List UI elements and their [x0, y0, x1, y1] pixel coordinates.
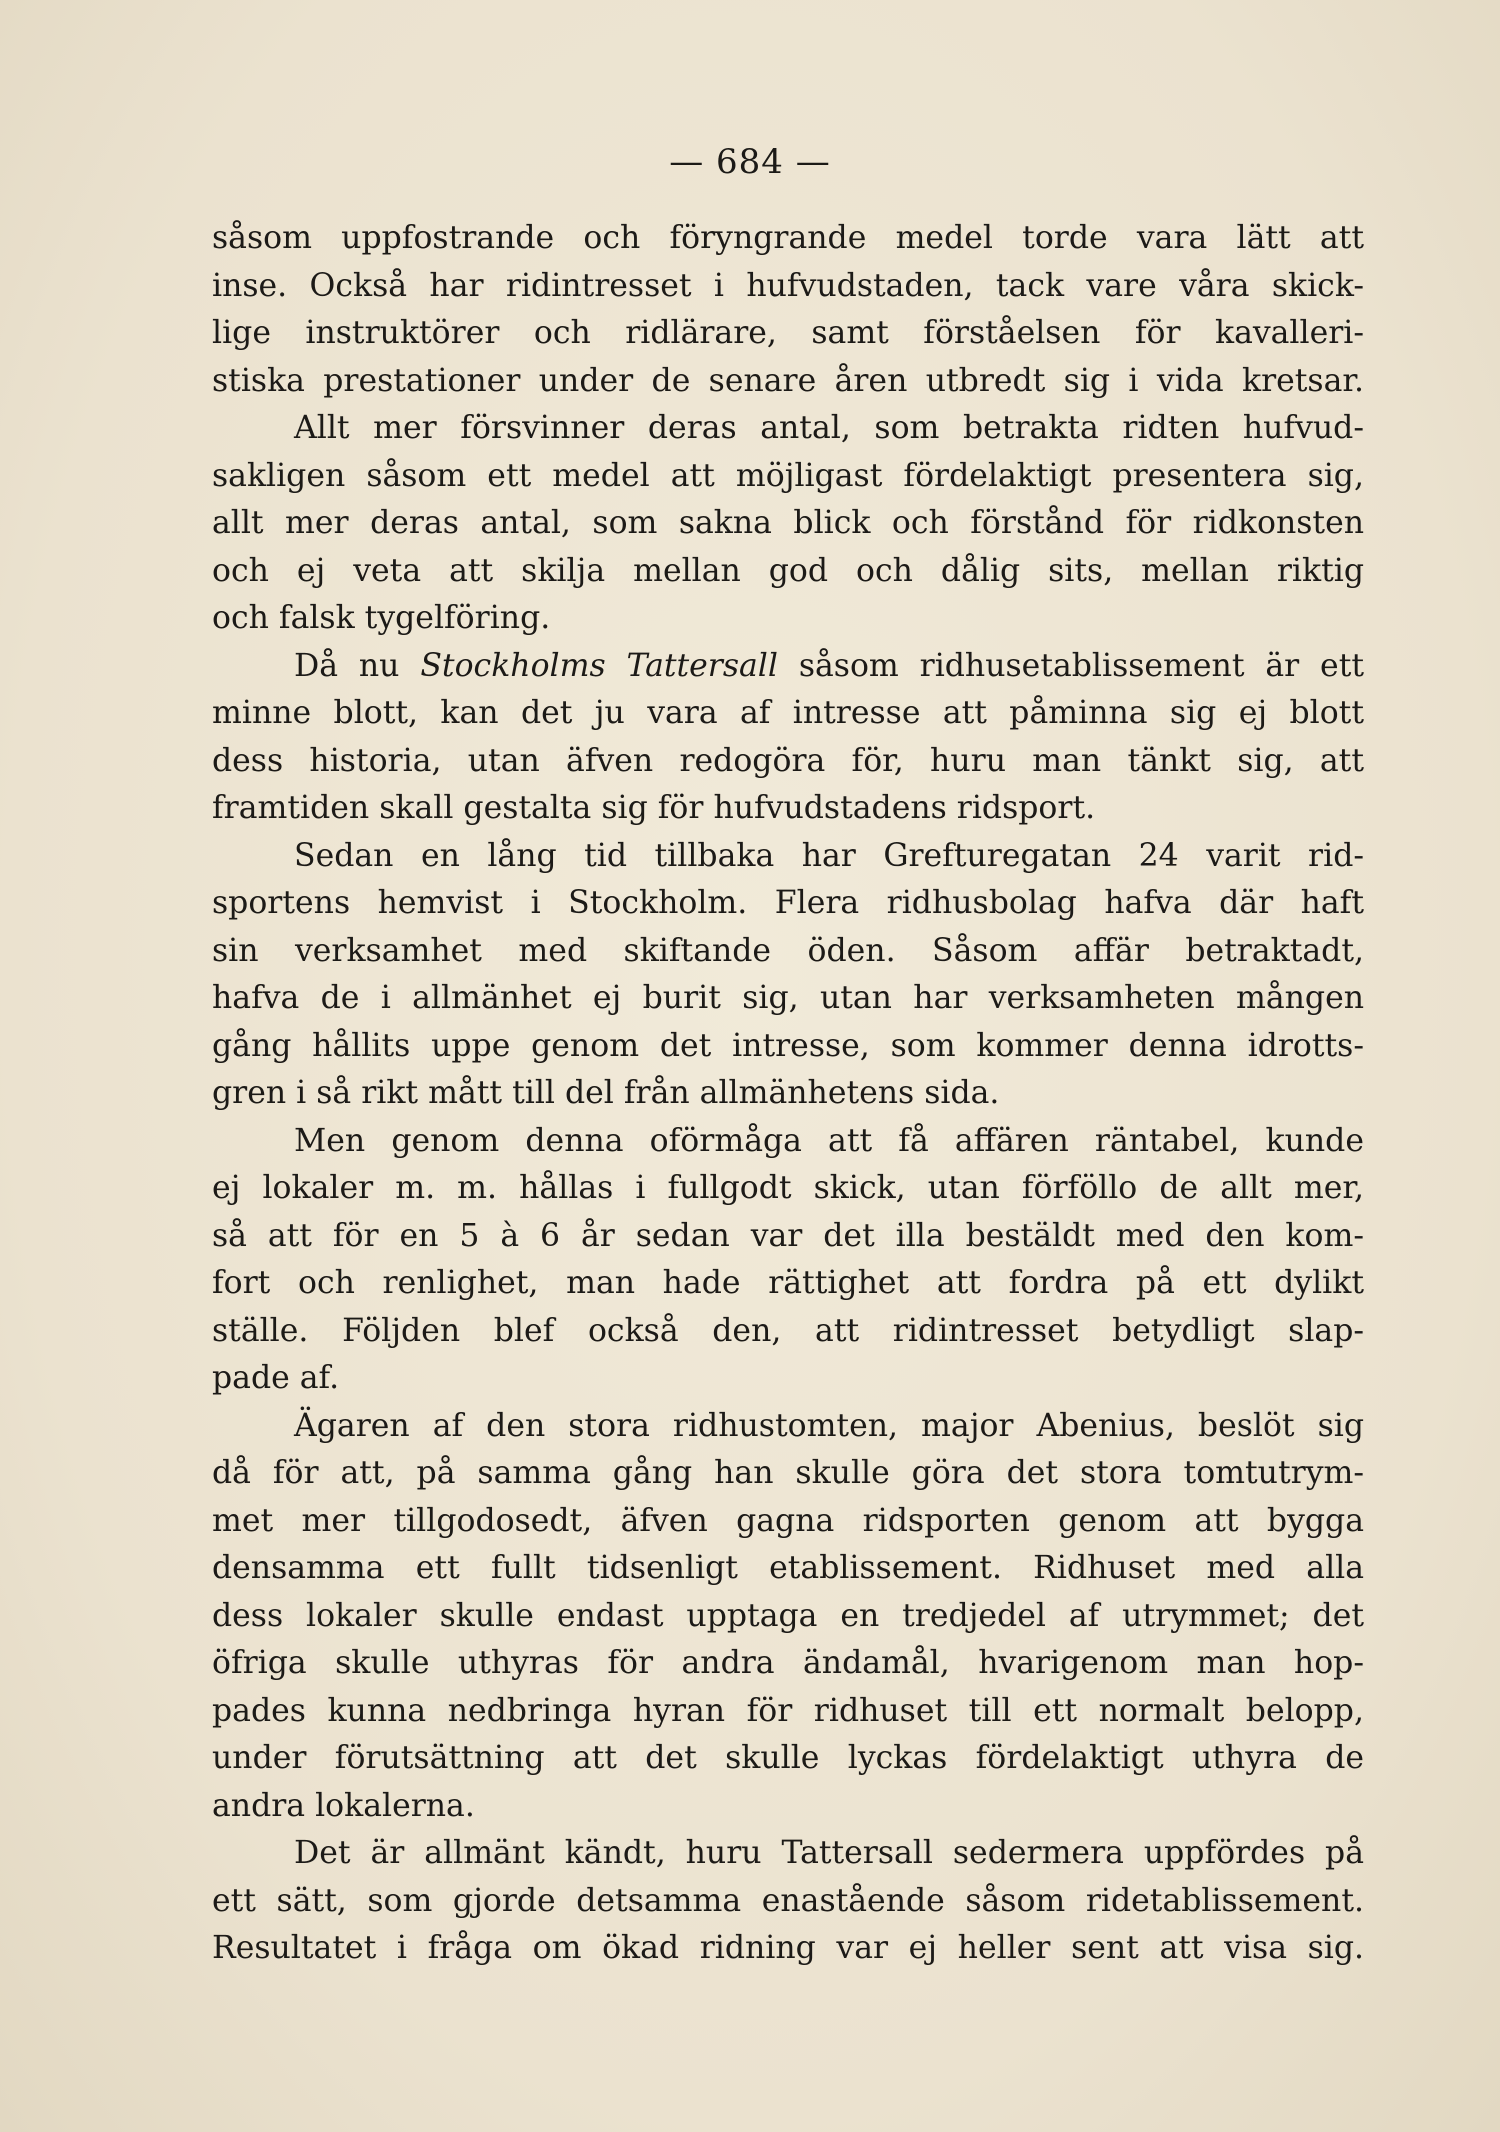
text-line: allt mer deras antal, som sakna blick och förstånd för ridkonsten [212, 505, 1364, 541]
text-fragment: såsom ridhusetablissement är ett [777, 647, 1365, 684]
text-line: dess lokaler skulle endast upptaga en tredjedel af utrymmet; det [212, 1597, 1364, 1634]
text-line: Resultatet i fråga om ökad ridning var ej heller sent att visa sig. [212, 1930, 1364, 1966]
text-fragment: Då nu [294, 647, 421, 684]
text-line: så att för en 5 à 6 år sedan var det illa bestäldt med den kom- [212, 1217, 1364, 1254]
page-number: — 684 — [669, 142, 831, 182]
text-line: ej lokaler m. m. hållas i fullgodt skick, utan förföllo de allt mer, [212, 1170, 1364, 1206]
text-line: lige instruktörer och ridlärare, samt förståelsen för kavalleri- [212, 315, 1364, 351]
text-line: Men genom denna oförmåga att få affären räntabel, kunde [294, 1122, 1364, 1159]
text-line: då för att, på samma gång han skulle göra det stora tomtutrym- [212, 1455, 1364, 1491]
text-line: såsom uppfostrande och föryngrande medel torde vara lätt att [212, 220, 1364, 256]
text-line [212, 643, 1364, 691]
text-line: under förutsättning att det skulle lyckas fördelaktigt uthyra de [212, 1740, 1364, 1776]
text-line: fort och renlighet, man hade rättighet att fordra på ett dylikt [212, 1265, 1364, 1301]
text-line: och falsk tygelföring. [212, 600, 551, 636]
body-text [212, 215, 1364, 1973]
text-line: Ägaren af den stora ridhustomten, major Abenius, beslöt sig [294, 1407, 1364, 1444]
text-line: densamma ett fullt tidsenligt etablissement. Ridhuset med alla [212, 1550, 1364, 1586]
text-line: dess historia, utan äfven redogöra för, huru man tänkt sig, att [212, 742, 1364, 779]
text-line: pade af. [212, 1360, 340, 1396]
text-line: gren i så rikt mått till del från allmänhetens sida. [212, 1075, 1000, 1111]
text-line: met mer tillgodosedt, äfven gagna ridsporten genom att bygga [212, 1502, 1364, 1539]
text-line: ett sätt, som gjorde detsamma enastående såsom ridetablissement. [212, 1882, 1364, 1919]
text-line: sakligen såsom ett medel att möjligast fördelaktigt presentera sig, [212, 457, 1364, 494]
text-line: Sedan en lång tid tillbaka har Grefturegatan 24 varit rid- [294, 837, 1364, 874]
text-line: och ej veta att skilja mellan god och dålig sits, mellan riktig [212, 552, 1364, 589]
text-line: stiska prestationer under de senare åren utbredt sig i vida kretsar. [212, 362, 1364, 399]
text-line: framtiden skall gestalta sig för hufvudstadens ridsport. [212, 790, 1096, 826]
text-line: Allt mer försvinner deras antal, som betrakta ridten hufvud- [294, 410, 1364, 446]
text-line: andra lokalerna. [212, 1787, 475, 1824]
text-line: Det är allmänt kändt, huru Tattersall sedermera uppfördes på [294, 1835, 1364, 1871]
text-line: pades kunna nedbringa hyran för ridhuset till ett normalt belopp, [212, 1692, 1364, 1729]
text-line: ställe. Följden blef också den, att ridintresset betydligt slap- [212, 1312, 1364, 1349]
text-line: minne blott, kan det ju vara af intresse att påminna sig ej blott [212, 695, 1364, 731]
text-line: sportens hemvist i Stockholm. Flera ridhusbolag hafva där haft [212, 885, 1364, 921]
text-line: öfriga skulle uthyras för andra ändamål, hvarigenom man hop- [212, 1645, 1364, 1681]
text-line: inse. Också har ridintresset i hufvudstaden, tack vare våra skick- [212, 267, 1364, 304]
italic-title: Stockholms Tattersall [420, 647, 778, 684]
text-line: gång hållits uppe genom det intresse, som kommer denna idrotts- [212, 1027, 1364, 1064]
text-line: sin verksamhet med skiftande öden. Såsom affär betraktadt, [212, 932, 1364, 969]
text-line: hafva de i allmänhet ej burit sig, utan har verksamheten mången [212, 980, 1364, 1016]
